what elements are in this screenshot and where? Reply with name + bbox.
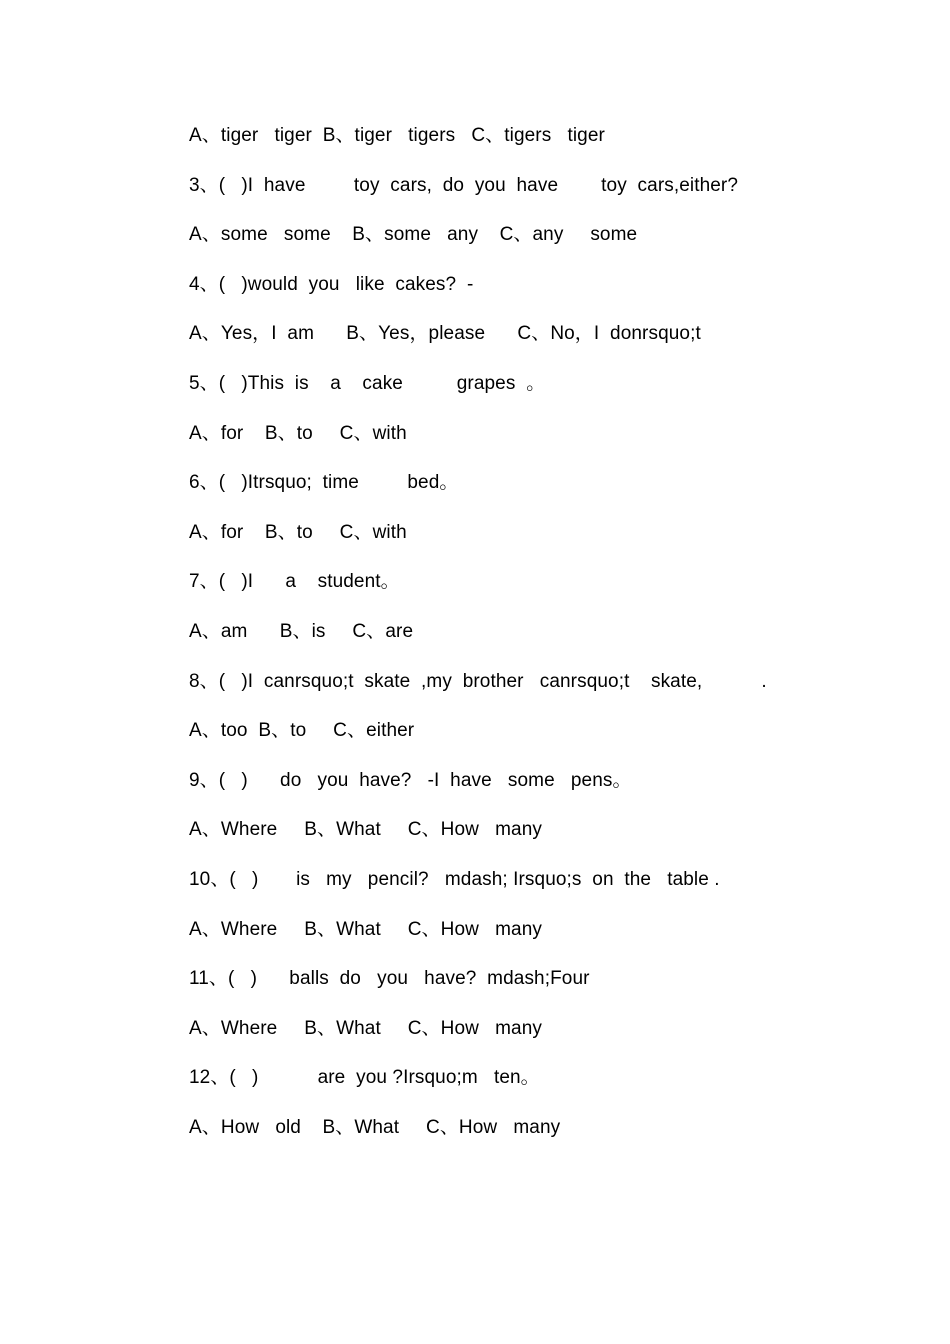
answer-options-7: A、am B、is C、are [189,620,414,642]
question-6: 6、( )Itrsquo; time bed。 [189,472,459,494]
question-12: 12、( ) are you ?Irsquo;m ten。 [189,1067,540,1089]
question-7: 7、( )I a student。 [189,571,400,593]
answer-options-line: A、tiger tiger B、tiger tigers C、tigers tiger [189,125,605,146]
exercise-list [189,122,829,1163]
question-9: 9、( ) do you have? -I have some pens。 [189,769,632,791]
answer-options-11: A、Where B、What C、How many [189,1017,542,1039]
question-5: 5、( )This is a cake grapes 。 [189,372,546,394]
question-8: 8、( )I canrsquo;t skate ,my brother canrsquo;t skate, . [189,670,767,692]
answer-options-10: A、Where B、What C、How many [189,918,542,940]
answer-options-12: A、How old B、What C、How many [189,1116,561,1138]
answer-options-8: A、too B、to C、either [189,720,415,742]
answer-options-9: A、Where B、What C、How many [189,819,542,841]
answer-options-4: A、Yes，I am B、Yes，please C、No，I donrsquo;t [189,323,701,345]
question-3: 3、( )I have toy cars, do you have toy cars,either? [189,174,739,196]
answer-options-3: A、some some B、some any C、any some [189,224,638,246]
question-11: 11、( ) balls do you have? mdash;Four [189,968,590,990]
question-10: 10、( ) is my pencil? mdash; Irsquo;s on the table . [189,868,720,890]
answer-options-6: A、for B、to C、with [189,521,407,543]
answer-options-5: A、for B、to C、with [189,422,407,444]
question-4: 4、( )would you like cakes? - [189,273,474,295]
